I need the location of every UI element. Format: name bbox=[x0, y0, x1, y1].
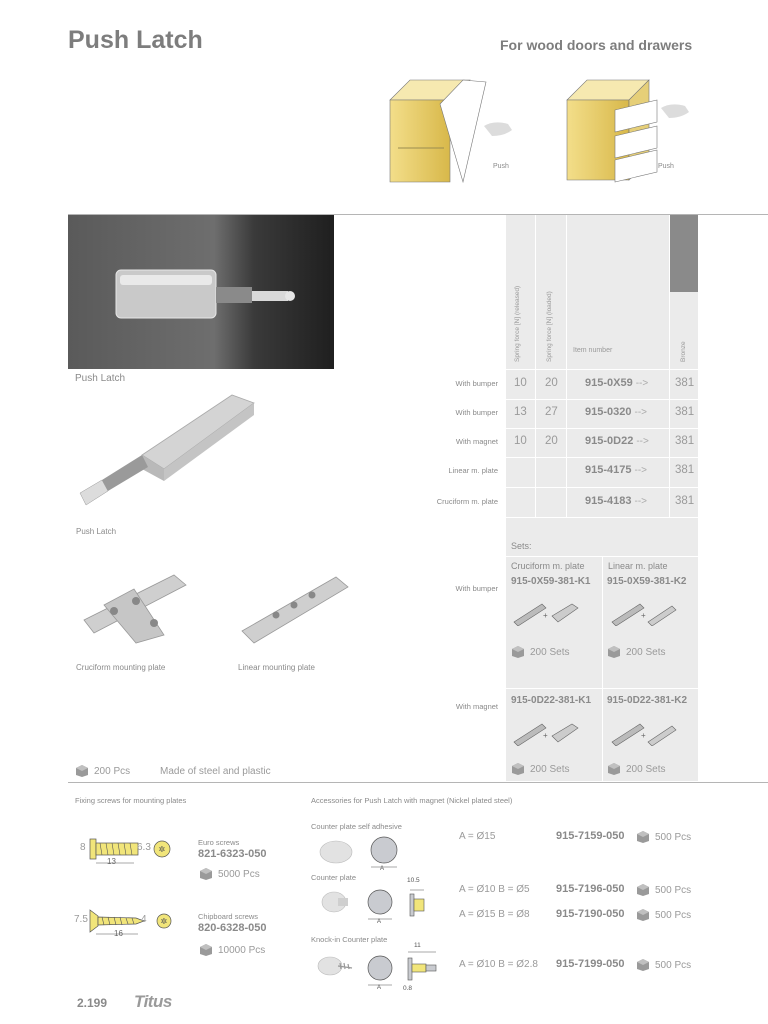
sets-col2-head: Linear m. plate bbox=[608, 561, 668, 571]
row-label: With bumper bbox=[455, 408, 498, 417]
screws-title: Fixing screws for mounting plates bbox=[75, 796, 187, 805]
euro-screw-qty-text: 5000 Pcs bbox=[218, 868, 260, 880]
set-kit-image bbox=[512, 718, 582, 746]
bronze-swatch bbox=[669, 215, 698, 292]
euro-len: 13 bbox=[107, 857, 116, 866]
counter-plate-code[interactable]: 915-7196-050 bbox=[556, 883, 625, 895]
item-code: 915-4175 bbox=[585, 464, 632, 476]
euro-screw-qty bbox=[199, 867, 260, 881]
sets-title: Sets: bbox=[511, 541, 532, 551]
push-label-left: Push bbox=[493, 163, 509, 170]
row-sep bbox=[506, 457, 698, 458]
box-icon bbox=[511, 762, 525, 776]
spring-released: 10 bbox=[514, 435, 527, 447]
box-icon bbox=[636, 830, 650, 844]
svg-text:+: + bbox=[641, 731, 646, 740]
section-label: Push Latch bbox=[75, 373, 126, 384]
box-icon bbox=[75, 764, 89, 778]
sets-magnet-label: With magnet bbox=[455, 702, 498, 711]
box-icon bbox=[636, 883, 650, 897]
item-number[interactable] bbox=[585, 377, 648, 389]
counter-plate-code[interactable]: 915-7190-050 bbox=[556, 908, 625, 920]
bronze-code: 381 bbox=[675, 464, 695, 476]
knock-in-top: 11 bbox=[414, 942, 421, 949]
self-adhesive-code[interactable]: 915-7159-050 bbox=[556, 830, 625, 842]
row-sep bbox=[506, 399, 698, 400]
item-code: 915-0320 bbox=[585, 406, 632, 418]
self-adhesive-a: A bbox=[380, 866, 385, 872]
bronze-code: 381 bbox=[675, 377, 695, 389]
col-sep bbox=[535, 215, 536, 517]
row-label: With bumper bbox=[455, 379, 498, 388]
svg-text:+: + bbox=[543, 611, 548, 620]
euro-screw-name: Euro screws bbox=[198, 838, 240, 847]
euro-screw-drawing bbox=[78, 835, 178, 867]
set-qty-text: 200 Sets bbox=[626, 763, 666, 775]
set-code[interactable]: 915-0X59-381-K2 bbox=[607, 576, 687, 587]
spring-loaded: 27 bbox=[545, 406, 558, 418]
col-header-bronze: Bronze bbox=[680, 341, 687, 362]
set-qty-text: 200 Sets bbox=[530, 763, 570, 775]
page-subtitle: For wood doors and drawers bbox=[500, 37, 693, 53]
spring-loaded: 20 bbox=[545, 377, 558, 389]
arrow-icon: --> bbox=[636, 436, 649, 447]
set-code[interactable]: 915-0D22-381-K2 bbox=[607, 695, 688, 706]
col-header-spring-released: Spring force [N] (released) bbox=[514, 285, 521, 362]
self-adhesive-label: Counter plate self adhesive bbox=[311, 822, 402, 831]
knock-in-bottom: 0.8 bbox=[403, 985, 413, 992]
svg-text:+: + bbox=[543, 731, 548, 740]
self-adhesive-plate-image bbox=[318, 836, 408, 872]
set-qty bbox=[607, 762, 665, 776]
counter-plate-qty-text: 500 Pcs bbox=[655, 909, 692, 921]
bronze-code: 381 bbox=[675, 495, 695, 507]
box-icon bbox=[636, 908, 650, 922]
euro-screw-code[interactable]: 821-6323-050 bbox=[198, 848, 267, 860]
chipboard-screw-qty-text: 10000 Pcs bbox=[218, 944, 266, 956]
bottom-section-rule bbox=[68, 782, 768, 783]
sets-bumper-label: With bumper bbox=[455, 584, 498, 593]
bronze-code: 381 bbox=[675, 406, 695, 418]
arrow-icon: --> bbox=[634, 407, 647, 418]
col-sep bbox=[669, 215, 670, 517]
spring-released: 13 bbox=[514, 406, 527, 418]
item-number[interactable] bbox=[585, 495, 647, 507]
row-label: Linear m. plate bbox=[448, 466, 498, 475]
knock-in-code[interactable]: 915-7199-050 bbox=[556, 958, 625, 970]
cabinet-door-diagram bbox=[388, 78, 518, 184]
counter-plate-dim: A = Ø10 B = Ø5 bbox=[459, 884, 530, 895]
svg-text:+: + bbox=[641, 611, 646, 620]
item-code: 915-0D22 bbox=[585, 435, 634, 447]
packaging-qty bbox=[75, 764, 130, 778]
item-number[interactable] bbox=[585, 435, 649, 447]
counter-plate-dim: A = Ø15 B = Ø8 bbox=[459, 909, 530, 920]
push-label-right: Push bbox=[658, 163, 674, 170]
latch-photo-graphic bbox=[68, 215, 334, 369]
cruciform-caption: Cruciform mounting plate bbox=[76, 663, 166, 672]
bronze-code: 381 bbox=[675, 435, 695, 447]
page-title: Push Latch bbox=[68, 26, 203, 54]
sets-col1-head: Cruciform m. plate bbox=[511, 561, 585, 571]
box-icon bbox=[199, 867, 213, 881]
counter-plate-qty-text: 500 Pcs bbox=[655, 884, 692, 896]
item-code: 915-0X59 bbox=[585, 377, 633, 389]
box-icon bbox=[607, 762, 621, 776]
linear-plate-image bbox=[236, 565, 356, 645]
set-qty-text: 200 Sets bbox=[626, 646, 666, 658]
linear-caption: Linear mounting plate bbox=[238, 663, 315, 672]
set-code[interactable]: 915-0X59-381-K1 bbox=[511, 576, 591, 587]
chipboard-screw-drawing bbox=[78, 908, 178, 938]
row-label: With magnet bbox=[455, 437, 498, 446]
material-note: Made of steel and plastic bbox=[160, 766, 271, 777]
box-icon bbox=[511, 645, 525, 659]
cabinet-drawer-diagram bbox=[565, 78, 700, 184]
page-number: 2.199 bbox=[77, 996, 108, 1010]
counter-plate-qty bbox=[636, 883, 691, 897]
self-adhesive-qty-text: 500 Pcs bbox=[655, 831, 692, 843]
counter-plate-label: Counter plate bbox=[311, 873, 357, 882]
col-sep bbox=[566, 215, 567, 517]
chipboard-d2: 4 bbox=[141, 914, 147, 925]
push-latch-image bbox=[72, 385, 262, 515]
self-adhesive-dim: A = Ø15 bbox=[459, 831, 496, 842]
set-qty bbox=[511, 762, 569, 776]
knock-in-a: A bbox=[377, 985, 382, 991]
knock-in-qty bbox=[636, 958, 691, 972]
box-icon bbox=[199, 943, 213, 957]
packaging-qty-text: 200 Pcs bbox=[94, 765, 131, 777]
col-sep bbox=[602, 556, 603, 781]
knock-in-dim: A = Ø10 B = Ø2.8 bbox=[459, 959, 538, 970]
set-kit-image bbox=[512, 598, 582, 626]
svg-text:✲: ✲ bbox=[158, 845, 166, 854]
set-code[interactable]: 915-0D22-381-K1 bbox=[511, 695, 592, 706]
knock-in-label: Knock-in Counter plate bbox=[311, 935, 388, 944]
set-kit-image bbox=[610, 718, 680, 746]
row-sep bbox=[506, 556, 698, 557]
item-number[interactable] bbox=[585, 406, 647, 418]
svg-text:✲: ✲ bbox=[160, 917, 168, 926]
spring-released: 10 bbox=[514, 377, 527, 389]
self-adhesive-qty bbox=[636, 830, 691, 844]
row-sep bbox=[506, 487, 698, 488]
accessories-title: Accessories for Push Latch with magnet (Nickel plated steel) bbox=[311, 796, 513, 805]
push-latch-caption: Push Latch bbox=[76, 527, 117, 536]
col-header-spring-loaded: Spring force [N] (loaded) bbox=[546, 291, 553, 362]
arrow-icon: --> bbox=[634, 496, 647, 507]
chipboard-screw-qty bbox=[199, 943, 265, 957]
chipboard-screw-name: Chipboard screws bbox=[198, 912, 259, 921]
chipboard-d1: 7.5 bbox=[74, 914, 88, 925]
spring-loaded: 20 bbox=[545, 435, 558, 447]
item-code: 915-4183 bbox=[585, 495, 632, 507]
chipboard-len: 16 bbox=[114, 929, 123, 938]
row-sep bbox=[506, 369, 698, 370]
row-label: Cruciform m. plate bbox=[436, 497, 498, 506]
box-icon bbox=[607, 645, 621, 659]
row-sep bbox=[506, 428, 698, 429]
euro-d1: 8 bbox=[80, 842, 86, 853]
cruciform-plate-image bbox=[74, 565, 194, 645]
chipboard-screw-code[interactable]: 820-6328-050 bbox=[198, 922, 267, 934]
set-qty-text: 200 Sets bbox=[530, 646, 570, 658]
col-header-item-number: Item number bbox=[573, 347, 613, 354]
set-qty bbox=[607, 645, 665, 659]
arrow-icon: --> bbox=[635, 378, 649, 389]
arrow-icon: --> bbox=[634, 465, 647, 476]
set-kit-image bbox=[610, 598, 680, 626]
set-qty bbox=[511, 645, 569, 659]
knock-in-qty-text: 500 Pcs bbox=[655, 959, 692, 971]
row-sep bbox=[506, 688, 698, 689]
item-number[interactable] bbox=[585, 464, 647, 476]
push-latch-photo bbox=[68, 215, 334, 369]
counter-plate-a: A bbox=[377, 919, 382, 925]
box-icon bbox=[636, 958, 650, 972]
euro-d2: 6.3 bbox=[137, 842, 151, 853]
row-sep bbox=[506, 517, 698, 518]
brand-logo: Titus bbox=[134, 992, 172, 1011]
counter-plate-qty bbox=[636, 908, 691, 922]
counter-plate-side: 10.5 bbox=[407, 877, 420, 884]
